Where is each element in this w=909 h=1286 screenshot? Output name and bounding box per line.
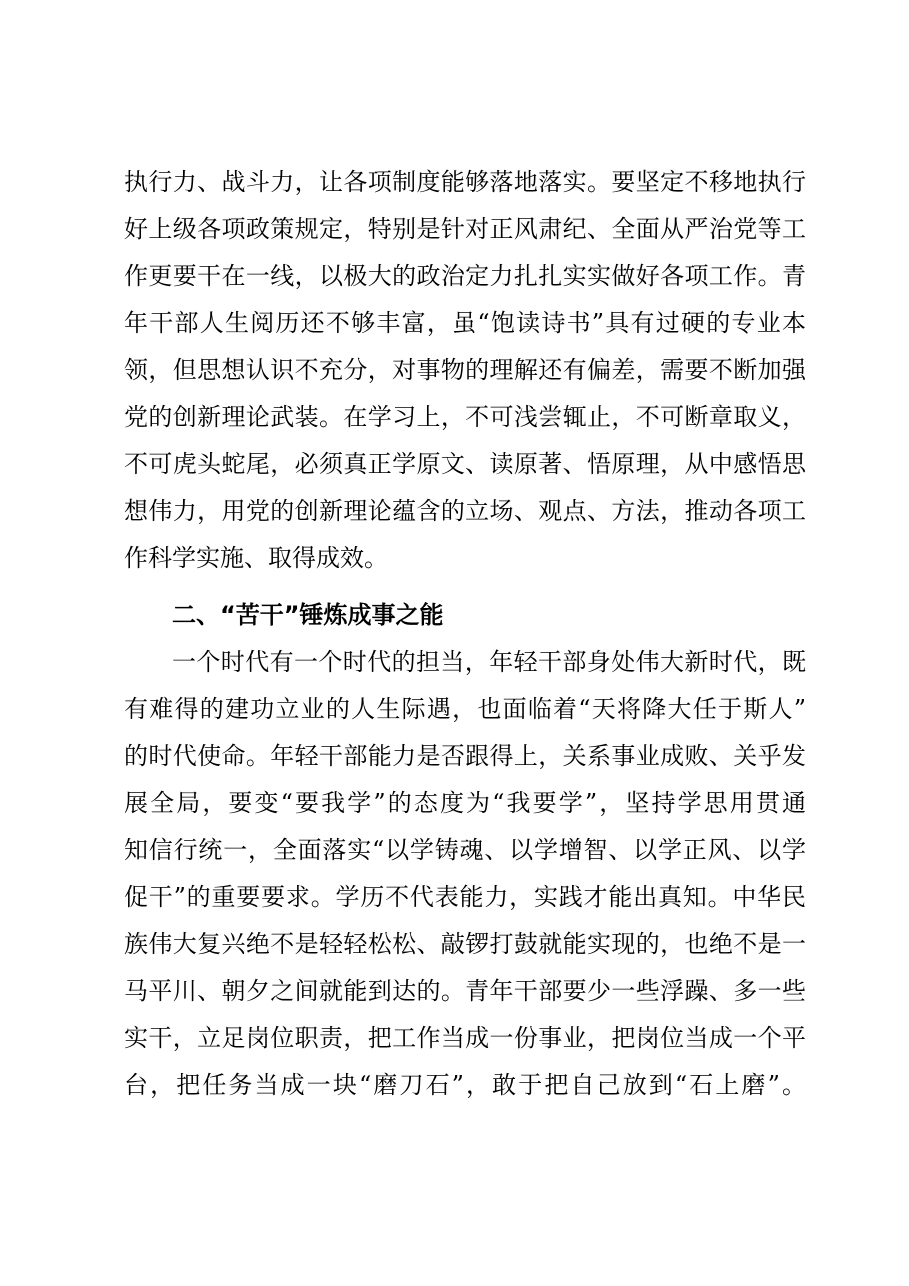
paragraph-2-line-5: 知信行统一，全面落实“以学铸魂、以学增智、以学正风、以学 bbox=[124, 836, 806, 864]
paragraph-1-line-7: 不可虎头蛇尾，必须真正学原文、读原著、悟原理，从中感悟思 bbox=[124, 450, 806, 478]
paragraph-1-line-4: 年干部人生阅历还不够丰富，虽“饱读诗书”具有过硬的专业本 bbox=[124, 309, 806, 337]
paragraph-2-line-2: 有难得的建功立业的人生际遇，也面临着“天将降大任于斯人” bbox=[124, 695, 806, 723]
paragraph-2-line-4: 展全局，要变“要我学”的态度为“我要学”，坚持学思用贯通 bbox=[124, 789, 806, 817]
paragraph-1-line-1: 执行力、战斗力，让各项制度能够落地落实。要坚定不移地执行 bbox=[124, 168, 806, 196]
paragraph-2-line-6: 促干”的重要要求。学历不代表能力，实践才能出真知。中华民 bbox=[124, 883, 806, 911]
paragraph-1-line-5: 领，但思想认识不充分，对事物的理解还有偏差，需要不断加强 bbox=[124, 356, 806, 384]
section-heading: 二、“苦干”锤炼成事之能 bbox=[172, 601, 444, 629]
paragraph-1-line-3: 作更要干在一线，以极大的政治定力扎扎实实做好各项工作。青 bbox=[124, 262, 806, 290]
paragraph-1-line-9: 作科学实施、取得成效。 bbox=[124, 544, 388, 572]
paragraph-2-line-3: 的时代使命。年轻干部能力是否跟得上，关系事业成败、关乎发 bbox=[124, 742, 806, 770]
paragraph-2-line-10: 台，把任务当成一块“磨刀石”，敢于把自己放到“石上磨”。 bbox=[124, 1071, 806, 1099]
paragraph-2-line-8: 马平川、朝夕之间就能到达的。青年干部要少一些浮躁、多一些 bbox=[124, 977, 806, 1005]
paragraph-1-line-2: 好上级各项政策规定，特别是针对正风肃纪、全面从严治党等工 bbox=[124, 215, 806, 243]
paragraph-1-line-8: 想伟力，用党的创新理论蕴含的立场、观点、方法，推动各项工 bbox=[124, 497, 806, 525]
paragraph-2-line-9: 实干，立足岗位职责，把工作当成一份事业，把岗位当成一个平 bbox=[124, 1024, 806, 1052]
paragraph-2-line-7: 族伟大复兴绝不是轻轻松松、敲锣打鼓就能实现的，也绝不是一 bbox=[124, 930, 806, 958]
paragraph-1-line-6: 党的创新理论武装。在学习上，不可浅尝辄止，不可断章取义， bbox=[124, 403, 806, 431]
paragraph-2-line-1: 一个时代有一个时代的担当，年轻干部身处伟大新时代，既 bbox=[172, 648, 806, 676]
